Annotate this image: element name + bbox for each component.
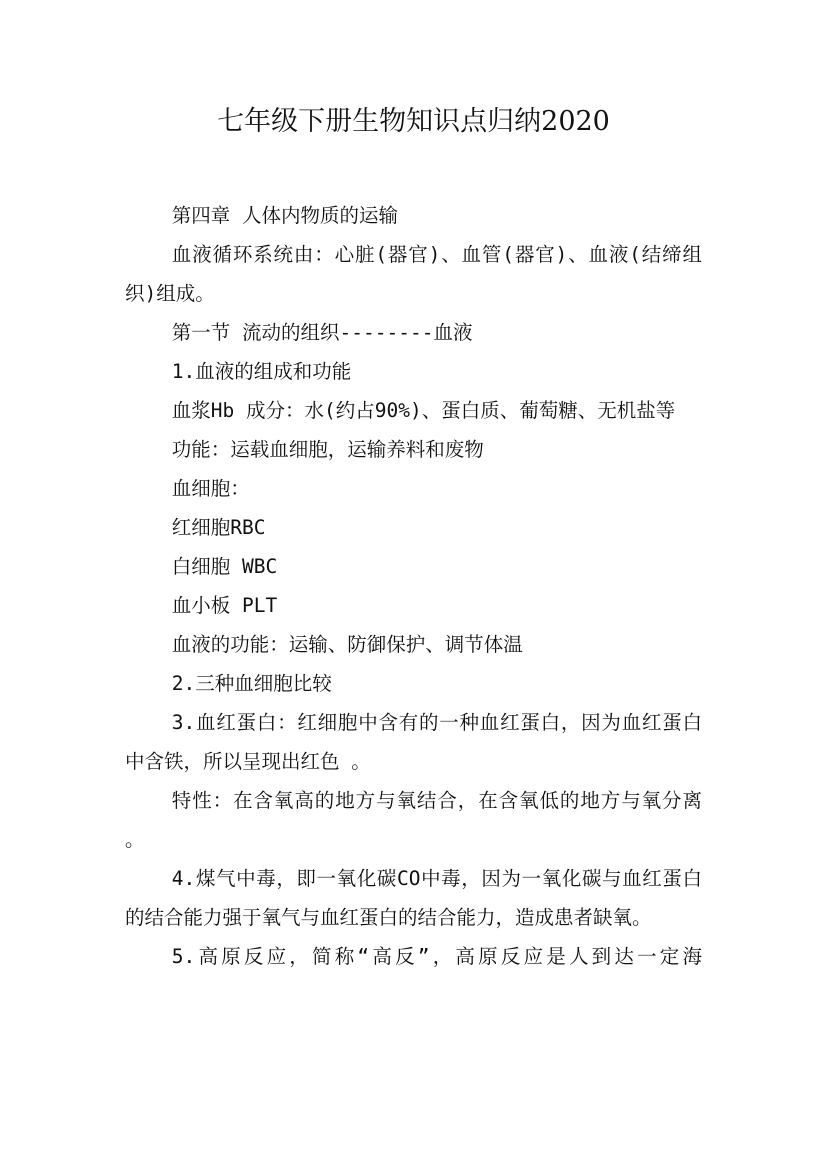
paragraph: 血液循环系统由：心脏(器官)、血管(器官)、血液(结缔组织)组成。 xyxy=(125,243,702,305)
paragraph: 功能：运载血细胞，运输养料和废物 xyxy=(171,438,484,461)
paragraph: 5.高原反应，简称“高反”，高原反应是人到达一定海 xyxy=(171,945,702,968)
paragraph: 白细胞 WBC xyxy=(171,555,278,578)
paragraph: 3.血红蛋白：红细胞中含有的一种血红蛋白，因为血红蛋白中含铁，所以呈现出红色 。 xyxy=(125,711,702,773)
subheading: 1.血液的组成和功能 xyxy=(171,360,352,383)
document-body xyxy=(125,196,702,976)
paragraph: 红细胞RBC xyxy=(171,516,266,539)
subheading: 2.三种血细胞比较 xyxy=(171,672,332,695)
chapter-heading: 第四章 人体内物质的运输 xyxy=(171,204,399,227)
paragraph: 血小板 PLT xyxy=(171,594,278,617)
paragraph: 血液的功能：运输、防御保护、调节体温 xyxy=(171,633,523,656)
paragraph: 血浆Hb 成分：水(约占90%)、蛋白质、葡萄糖、无机盐等 xyxy=(171,399,676,422)
section-heading: 第一节 流动的组织--------血液 xyxy=(171,321,473,344)
paragraph: 4.煤气中毒，即一氧化碳CO中毒，因为一氧化碳与血红蛋白的结合能力强于氧气与血红蛋白的结合能力，造成患者缺氧。 xyxy=(125,867,702,929)
document-title: 七年级下册生物知识点归纳2020 xyxy=(217,106,610,137)
paragraph: 血细胞： xyxy=(171,477,250,500)
paragraph: 特性：在含氧高的地方与氧结合，在含氧低的地方与氧分离 。 xyxy=(125,789,702,851)
